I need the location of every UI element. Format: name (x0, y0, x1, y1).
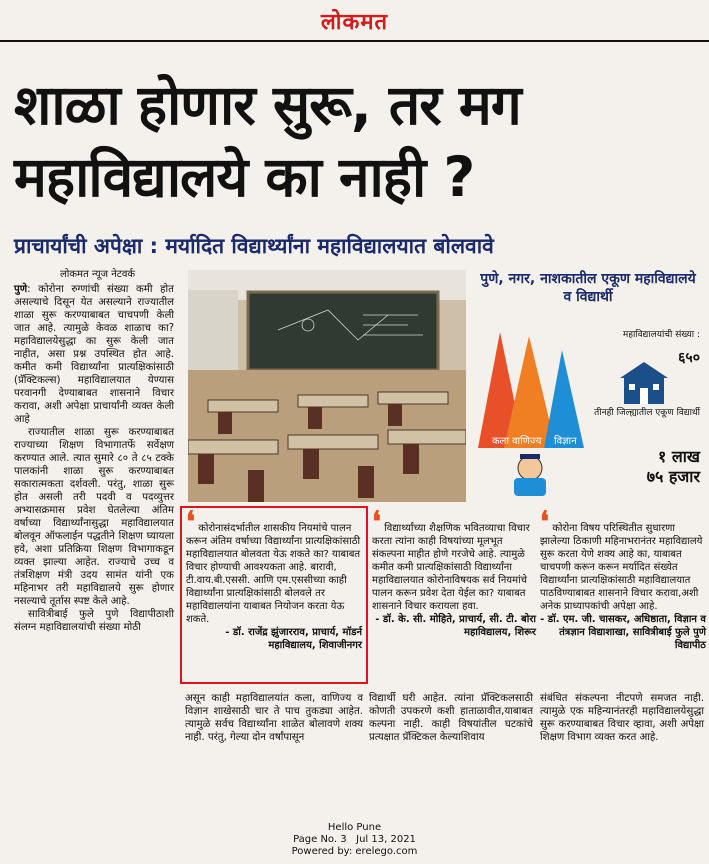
students-count-value-1: १ लाख (658, 447, 700, 466)
quote-mark-icon: ❛ (540, 505, 550, 538)
masthead-divider (0, 40, 709, 42)
quote-3-attribution: - डॉ. एम. जी. चासकर, अधिष्ठाता, विज्ञान व तंत्रज्ञान विद्याशाखा, सावित्रीबाई फुले पुणे विद्यापीठ (540, 614, 706, 651)
student-icon (514, 454, 546, 496)
cone-label-arts: कला (492, 436, 510, 447)
quote-mark-icon: ❛ (186, 505, 196, 538)
cone-label-science: विज्ञान (554, 436, 577, 447)
article-column-3: विद्यार्थी घरी आहेत. त्यांना प्रॅक्टिकलसाठी कोणती उपकरणे कशी हाताळावीत,याबाबत कल्पना नाही. काही विषयांतील घटकांचे प्रत्यक्षात प्रॅक्टिकल केल्याशिवाय (369, 693, 533, 743)
classroom-photo (188, 270, 466, 502)
headline-line-1: शाळा होणार सुरू, तर मग (14, 73, 521, 137)
college-building-icon (620, 362, 668, 404)
footer-page-date (0, 834, 709, 846)
students-count-value-2: ७५ हजार (646, 467, 700, 486)
quote-box-2 (372, 505, 536, 639)
colleges-count-label: महाविद्यालयांची संख्या : (622, 330, 700, 340)
quote-box-1 (180, 506, 368, 684)
paragraph-2: राज्यातील शाळा सुरू करण्याबाबत राज्याच्या शिक्षण विभागातर्फे सर्वेक्षण करण्यात आले. त्यात सुमारे ८० ते ८५ टक्के पालकांनी शाळा सुरू करण्याबाबत सकारात्मकता दर्शवली. परंतु, शाळा सुरू होत असली तरी पदवी व पदव्युत्तर अभ्यासक्रमास प्रवेश घेतलेल्या अंतिम वर्षाच्या विद्यार्थ्यांनासुद्धा महाविद्यालयात बोलवून ऑफलाईन पद्धतीने शिक्षण घ्यायला हवे, अशा प्रतिक्रिया शिक्षण विभागाकडून व्यक्त झाल्या आहेत. राज्याचे उच्च व तंत्रशिक्षण मंत्री उदय सामंत यांनी एक महिनाभर तरी महाविद्यालये सुरू होणार नसल्याचे तूर्तास स्पष्ट केले आहे. (14, 427, 174, 607)
footer-date: Jul 13, 2021 (356, 834, 416, 845)
masthead-logo: लोकमत (320, 10, 389, 35)
paragraph-1-text: : कोरोना रुग्णांची संख्या कमी होत असल्याचे दिसून येत असल्याने राज्यातील शाळा सुरू करण्याबाबत चाचपणी केली जात आहे. त्यामुळे केवळ शाळाच का? महाविद्यालयेसुद्धा का सुरू केली जात नाहीत, असा प्रश्न उपस्थित होत आहे. कमीत कमी विद्यार्थ्यांना प्रात्यक्षिकांसाठी (प्रॅक्टिकल्स) महाविद्यालयात येण्यास परवानगी देण्याबाबत शासनाने विचार करावा, अशी अपेक्षा प्राचार्यांनी व्यक्त केली आहे (14, 284, 174, 425)
article-column-4: संबंधित संकल्पना नीटपणे समजत नाही. त्यामुळे एक महिन्यानंतरही महाविद्यालयेसुद्धा सुरू करण्याबाबत विचार व्हावा, अशी अपेक्षा शिक्षण विभाग व्यक्त करत आहे. (540, 693, 704, 743)
footer (0, 822, 709, 858)
infographic (474, 270, 702, 502)
footer-edition: Hello Pune (327, 822, 382, 833)
colleges-count-value: ६५० (678, 350, 700, 366)
quote-2-attribution: - डॉ. के. सी. मोहिते, प्राचार्य, सी. टी. बोरा महाविद्यालय, शिरूर (375, 614, 536, 638)
paragraph-3: सावित्रीबाई फुले पुणे विद्यापीठाशी संलग्न महाविद्यालयांची संख्या मोठी (14, 609, 174, 633)
quote-2-text: विद्यार्थ्यांच्या शैक्षणिक भवितव्याचा विचार करता त्यांना काही विषयांच्या मूलभूत संकल्पना माहीत होणे गरजेचे आहे. त्यामुळे कमीत कमी प्रात्यक्षिकांसाठी विद्यार्थ्यांना महाविद्यालयात कोरोनाविषयक सर्व नियमांचे पालन करून प्रवेश देता येईल का? याबाबत शासनाने विचार करायला हवा. (372, 523, 530, 612)
infographic-title: पुणे, नगर, नाशकातील एकूण महाविद्यालये व विद्यार्थी (480, 271, 696, 305)
article-column-1 (14, 283, 174, 634)
classroom-illustration (188, 270, 466, 502)
cone-science (544, 350, 584, 448)
footer-page: Page No. 3 (293, 834, 347, 845)
footer-powered-by: Powered by: erelego.com (291, 846, 418, 857)
article-column-2: असून काही महाविद्यालयांत कला, वाणिज्य व विज्ञान शाखेसाठी चार ते पाच तुकड्या आहेत. त्यामुळे सर्वच विद्यार्थ्यांना शाळेत बोलावणे शक्य नाही. परंतु, गेल्या दोन वर्षांपासून (185, 693, 363, 743)
quote-box-3 (540, 505, 706, 652)
headline-line-2: महाविद्यालये का नाही ? (14, 145, 475, 209)
dateline: पुणे (14, 284, 28, 295)
quote-3-text: कोरोना विषय परिस्थितीत सुधारणा झालेल्या ठिकाणी महिनाभरानंतर महाविद्यालये सुरू करता येणे शक्य आहे का, याबाबत चाचपणी करून करून मर्यादित संख्येत विद्यार्थ्यांना प्रात्यक्षिकांसाठी महाविद्यालयात पाठविण्याबाबत शासनाने विचार करावा,अशी अनेक प्राध्यापकांची अपेक्षा आहे. (540, 523, 703, 612)
subheadline: प्राचार्यांची अपेक्षा : मर्यादित विद्यार्थ्यांना महाविद्यालयात बोलवावे (14, 234, 494, 258)
cone-label-commerce: वाणिज्य (512, 436, 542, 447)
quote-mark-icon: ❛ (372, 505, 382, 538)
quote-1-text: कोरोनासंदर्भातील शासकीय नियमांचे पालन करून अंतिम वर्षाच्या विद्यार्थ्यांना प्रात्यक्षिकांसाठी महाविद्यालयात बोलवता येऊ शकते का? याबाबत विचार होण्याची आवश्यकता आहे. बारावी, टी.वाय.बी.एससी. आणि एम.एससीच्या काही विद्यार्थ्यांना प्रात्यक्षिकांसाठी बोलवले तर महाविद्यालयांना याबाबत नियोजन करता येऊ शकते. (186, 523, 361, 625)
paragraph-1 (14, 283, 174, 426)
quote-1-attribution: - डॉ. राजेंद्र झुंजारराव, प्राचार्य, मॉडर्न महाविद्यालय, शिवाजीनगर (225, 627, 362, 651)
students-count-label: तीनही जिल्ह्यातील एकूण विद्यार्थी (594, 408, 700, 418)
byline: लोकमत न्यूज नेटवर्क (60, 269, 136, 280)
